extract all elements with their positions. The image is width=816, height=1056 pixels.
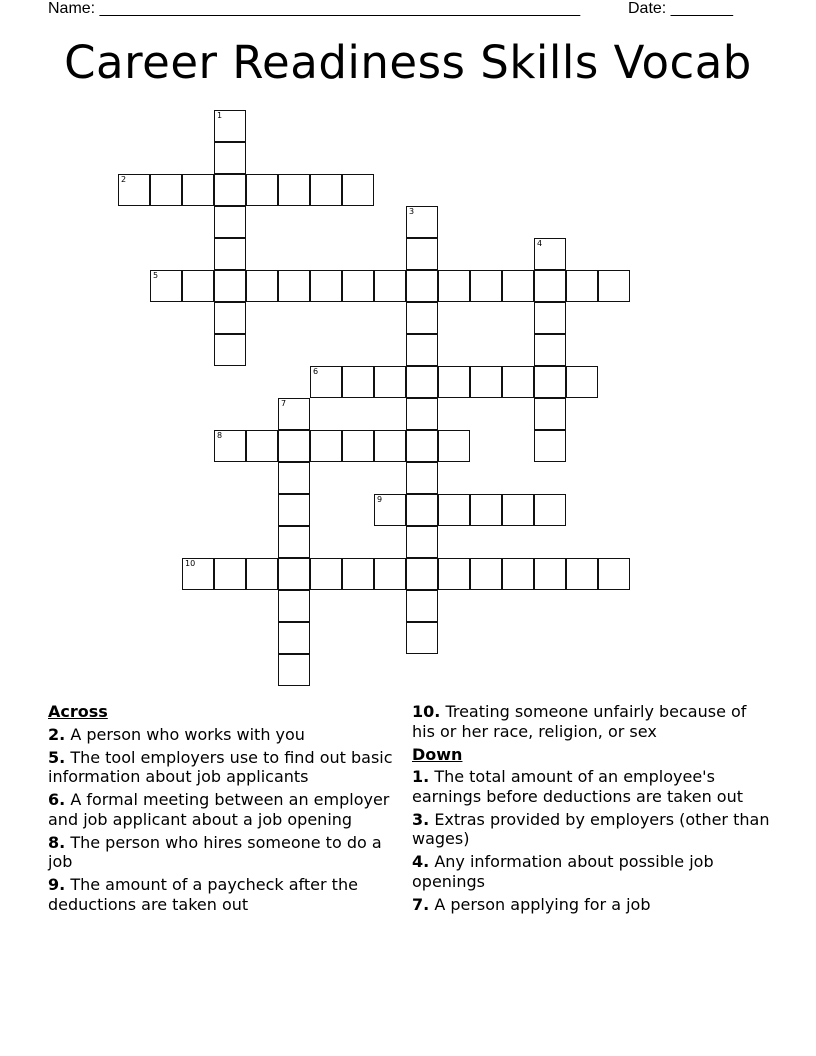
crossword-cell[interactable]	[374, 430, 406, 462]
crossword-cell[interactable]	[534, 398, 566, 430]
across-heading: Across	[48, 702, 108, 721]
crossword-cell[interactable]	[214, 430, 246, 462]
crossword-cell[interactable]	[342, 174, 374, 206]
clue-number: 7.	[412, 894, 430, 914]
clue-text: The amount of a paycheck after the deductions are taken out	[48, 875, 358, 914]
clue-text: The person who hires someone to do a job	[48, 832, 382, 871]
page-title: Career Readiness Skills Vocab	[64, 36, 752, 89]
crossword-cell[interactable]	[374, 270, 406, 302]
crossword-cell[interactable]	[406, 590, 438, 622]
crossword-cell[interactable]	[470, 270, 502, 302]
crossword-cell[interactable]	[566, 366, 598, 398]
crossword-cell[interactable]	[470, 366, 502, 398]
crossword-cell[interactable]	[406, 366, 438, 398]
clue-down-1	[412, 767, 772, 806]
clues-right-column	[412, 702, 772, 918]
cell-number: 4	[537, 239, 543, 248]
crossword-cell[interactable]	[406, 494, 438, 526]
crossword-cell[interactable]	[278, 654, 310, 686]
crossword-cell[interactable]	[310, 430, 342, 462]
crossword-cell[interactable]	[374, 366, 406, 398]
crossword-cell[interactable]	[118, 174, 150, 206]
crossword-cell[interactable]	[406, 302, 438, 334]
clue-number: 10.	[412, 702, 441, 721]
crossword-cell[interactable]	[342, 430, 374, 462]
clue-number: 2.	[48, 724, 66, 744]
clues-left-column	[48, 702, 408, 918]
crossword-cell[interactable]	[534, 430, 566, 462]
crossword-cell[interactable]	[182, 174, 214, 206]
crossword-cell[interactable]	[278, 174, 310, 206]
crossword-cell[interactable]	[214, 558, 246, 590]
crossword-cell[interactable]	[214, 206, 246, 238]
clue-across-10	[412, 702, 772, 741]
cell-number: 3	[409, 207, 415, 216]
cell-number: 8	[217, 431, 223, 440]
clue-text: Treating someone unfairly because of his or her race, religion, or sex	[412, 702, 747, 741]
crossword-cell[interactable]	[278, 526, 310, 558]
clue-down-4	[412, 852, 772, 891]
clue-text: A person applying for a job	[434, 894, 651, 914]
down-heading: Down	[412, 744, 463, 764]
clue-number: 4.	[412, 852, 430, 871]
crossword-cell[interactable]	[150, 270, 182, 302]
crossword-cell[interactable]	[406, 334, 438, 366]
crossword-cell[interactable]	[278, 494, 310, 526]
crossword-cell[interactable]	[278, 270, 310, 302]
crossword-cell[interactable]	[406, 398, 438, 430]
clue-across-8	[48, 833, 408, 872]
cell-number: 9	[377, 495, 383, 504]
crossword-cell[interactable]	[438, 430, 470, 462]
clue-text: Extras provided by employers (other than wages)	[412, 809, 770, 848]
crossword-cell[interactable]	[502, 270, 534, 302]
clue-text: The total amount of an employee's earnings before deductions are taken out	[412, 767, 743, 806]
crossword-cell[interactable]	[246, 430, 278, 462]
crossword-cell[interactable]	[214, 174, 246, 206]
crossword-cell[interactable]	[342, 366, 374, 398]
crossword-cell[interactable]	[214, 238, 246, 270]
crossword-cell[interactable]	[502, 366, 534, 398]
crossword-cell[interactable]	[342, 270, 374, 302]
crossword-cell[interactable]	[406, 206, 438, 238]
crossword-cell[interactable]	[182, 270, 214, 302]
crossword-cell[interactable]	[566, 558, 598, 590]
crossword-cell[interactable]	[150, 174, 182, 206]
cell-number: 6	[313, 367, 319, 376]
crossword-cell[interactable]	[406, 622, 438, 654]
clue-number: 9.	[48, 875, 66, 894]
crossword-cell[interactable]	[406, 270, 438, 302]
crossword-cell[interactable]	[406, 558, 438, 590]
crossword-cell[interactable]	[342, 558, 374, 590]
crossword-cell[interactable]	[438, 270, 470, 302]
crossword-cell[interactable]	[310, 366, 342, 398]
crossword-cell[interactable]	[310, 558, 342, 590]
clue-number: 1.	[412, 767, 430, 786]
clue-number: 6.	[48, 790, 66, 809]
crossword-cell[interactable]	[406, 238, 438, 270]
crossword-cell[interactable]	[214, 110, 246, 142]
crossword-cell[interactable]	[502, 558, 534, 590]
crossword-cell[interactable]	[246, 270, 278, 302]
crossword-cell[interactable]	[278, 622, 310, 654]
crossword-cell[interactable]	[534, 494, 566, 526]
crossword-cell[interactable]	[438, 558, 470, 590]
crossword-cell[interactable]	[534, 334, 566, 366]
crossword-cell[interactable]	[470, 494, 502, 526]
crossword-cell[interactable]	[598, 558, 630, 590]
crossword-cell[interactable]	[438, 494, 470, 526]
crossword-cell[interactable]	[310, 270, 342, 302]
clue-across-6	[48, 790, 408, 829]
crossword-cell[interactable]	[534, 270, 566, 302]
cell-number: 10	[185, 559, 196, 568]
clue-down-7	[412, 895, 772, 915]
crossword-cell[interactable]	[374, 558, 406, 590]
clue-number: 5.	[48, 747, 66, 767]
cell-number: 1	[217, 111, 223, 120]
cell-number: 2	[121, 175, 127, 184]
crossword-cell[interactable]	[534, 302, 566, 334]
crossword-cell[interactable]	[438, 366, 470, 398]
crossword-cell[interactable]	[470, 558, 502, 590]
crossword-cell[interactable]	[598, 270, 630, 302]
clue-text: A person who works with you	[70, 724, 305, 744]
crossword-cell[interactable]	[182, 558, 214, 590]
date-line: Date: _______	[628, 0, 733, 17]
crossword-cell[interactable]	[278, 430, 310, 462]
crossword-cell[interactable]	[406, 526, 438, 558]
clue-down-3	[412, 810, 772, 849]
crossword-cell[interactable]	[278, 462, 310, 494]
clue-across-5	[48, 748, 408, 787]
crossword-cell[interactable]	[534, 558, 566, 590]
crossword-cell[interactable]	[310, 174, 342, 206]
crossword-cell[interactable]	[214, 142, 246, 174]
crossword-cell[interactable]	[214, 302, 246, 334]
crossword-cell[interactable]	[246, 558, 278, 590]
crossword-cell[interactable]	[214, 334, 246, 366]
crossword-cell[interactable]	[502, 494, 534, 526]
clue-number: 8.	[48, 832, 66, 852]
clue-text: Any information about possible job openings	[412, 852, 714, 891]
cell-number: 5	[153, 271, 159, 280]
name-line: Name: ______________________________________________________	[48, 0, 581, 17]
clue-number: 3.	[412, 809, 430, 829]
clue-across-2	[48, 725, 408, 745]
crossword-cell[interactable]	[406, 462, 438, 494]
crossword-cell[interactable]	[278, 398, 310, 430]
crossword-cell[interactable]	[374, 494, 406, 526]
crossword-cell[interactable]	[534, 238, 566, 270]
crossword-cell[interactable]	[278, 590, 310, 622]
crossword-cell[interactable]	[406, 430, 438, 462]
cell-number: 7	[281, 399, 287, 408]
clue-across-9	[48, 875, 408, 914]
crossword-cell[interactable]	[214, 270, 246, 302]
crossword-cell[interactable]	[534, 366, 566, 398]
clue-text: The tool employers use to find out basic information about job applicants	[48, 747, 393, 786]
crossword-cell[interactable]	[246, 174, 278, 206]
clue-text: A formal meeting between an employer and job applicant about a job opening	[48, 790, 390, 829]
crossword-cell[interactable]	[566, 270, 598, 302]
crossword-cell[interactable]	[278, 558, 310, 590]
